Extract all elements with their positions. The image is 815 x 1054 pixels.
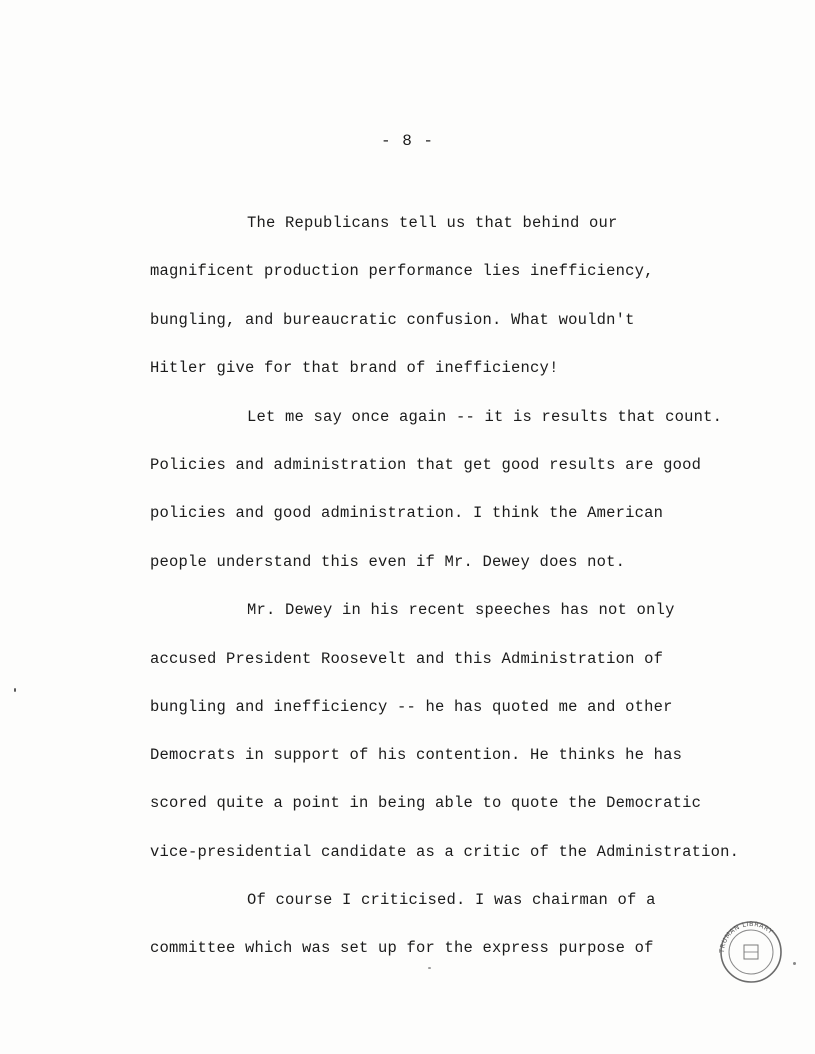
- text-line: Of course I criticised. I was chairman of a: [247, 891, 656, 909]
- text-line: people understand this even if Mr. Dewey does not.: [150, 553, 626, 571]
- text-line: scored quite a point in being able to quote the Democratic: [150, 794, 702, 812]
- text-line: accused President Roosevelt and this Administration of: [150, 650, 664, 668]
- text-line: Policies and administration that get good results are good: [150, 456, 702, 474]
- text-line: Mr. Dewey in his recent speeches has not only: [247, 601, 675, 619]
- page-number: - 8 -: [380, 132, 434, 150]
- svg-text:TRUMAN LIBRARY: TRUMAN LIBRARY: [717, 919, 775, 954]
- scan-speck: [14, 688, 16, 692]
- scan-speck: [428, 967, 431, 969]
- text-line: Hitler give for that brand of inefficiency!: [150, 359, 559, 377]
- text-line: Let me say once again -- it is results that count.: [247, 408, 723, 426]
- library-stamp-icon: [714, 915, 788, 985]
- scan-speck: [793, 962, 796, 965]
- text-line: bungling and inefficiency -- he has quoted me and other: [150, 698, 673, 716]
- text-line: committee which was set up for the express purpose of: [150, 939, 654, 957]
- text-line: vice-presidential candidate as a critic of the Administration.: [150, 843, 740, 861]
- text-line: policies and good administration. I think the American: [150, 504, 664, 522]
- text-line: Democrats in support of his contention. He thinks he has: [150, 746, 683, 764]
- text-line: The Republicans tell us that behind our: [247, 214, 618, 232]
- text-line: bungling, and bureaucratic confusion. What wouldn't: [150, 311, 635, 329]
- text-line: magnificent production performance lies inefficiency,: [150, 262, 654, 280]
